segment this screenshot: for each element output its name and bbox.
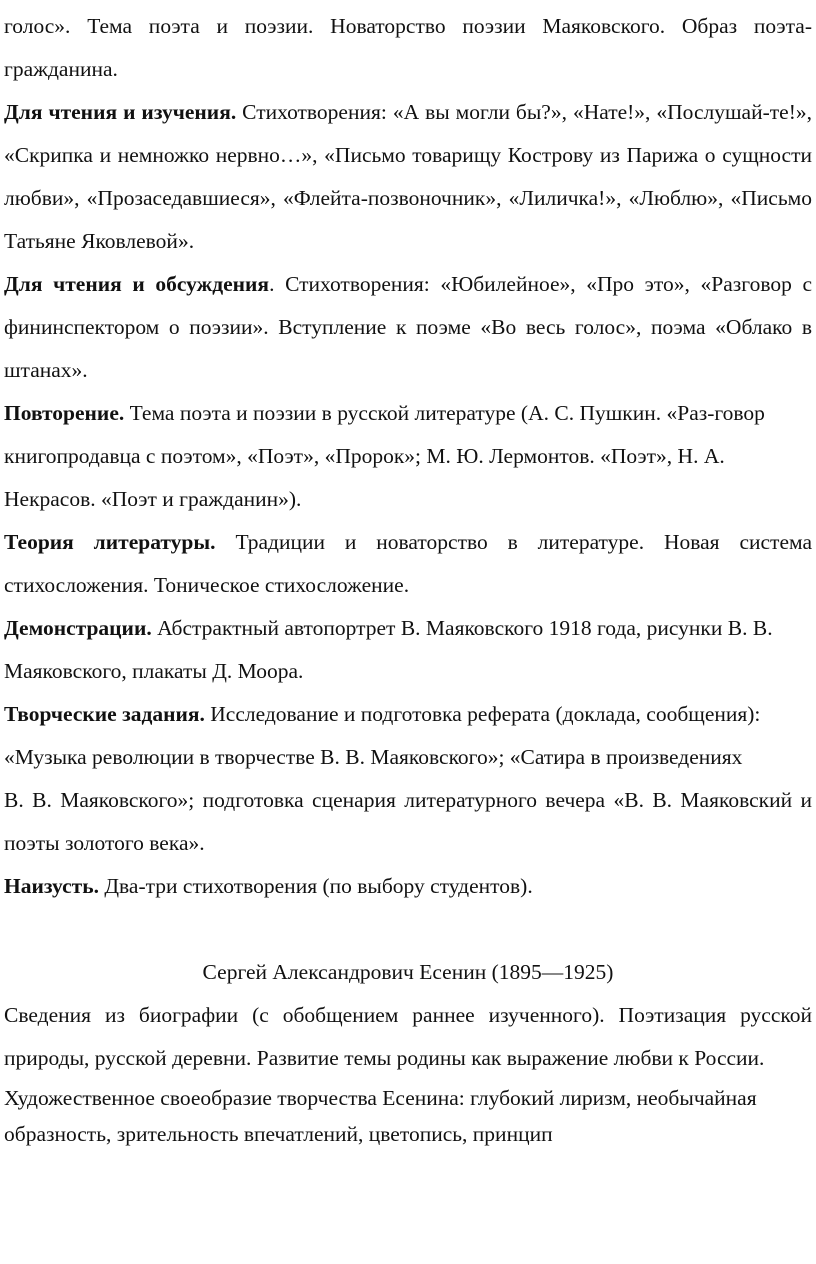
paragraph-lead: Для чтения и обсуждения [4, 272, 270, 296]
paragraph-text: Стихотворения: «А вы могли бы?», «Нате!», «Послушай-те!», «Скрипка и немножко нервно…», «Письмо товарищу Кострову из Парижа о сущности любви», «Прозаседавшиеся», «Флейта-позвоночник», «Лиличка!», «Люблю», «Письмо Татьяне Яковлевой». [4, 100, 812, 253]
paragraph-repetition [4, 392, 812, 521]
section-heading: Сергей Александрович Есенин (1895—1925) [202, 960, 614, 984]
paragraph-task-music: «Музыка революции в творчестве В. В. Маяковского»; «Сатира в произведениях [4, 745, 743, 769]
paragraph-text: Исследование и подготовка реферата (доклада, сообщения): [204, 702, 761, 726]
paragraph-text: . Стихотворения: «Юбилейное», «Про это», «Разговор с фининспектором о поэзии». Вступление к поэме «Во весь голос», поэма «Облако в штанах». [4, 272, 812, 382]
paragraph-lead: Наизусть. [4, 874, 99, 898]
paragraph-text: Абстрактный автопортрет В. Маяковского 1918 года, рисунки В. В. Маяковского, плакаты Д. Моора. [4, 616, 773, 683]
paragraph-demonstrations [4, 607, 812, 693]
paragraph-creative-tasks [4, 693, 812, 736]
paragraph-task-scenario: В. В. Маяковского»; подготовка сценария литературного вечера «В. В. Маяковский и поэты золотого века». [4, 788, 812, 855]
paragraph-artistic-style: Художественное своеобразие творчества Есенина: глубокий лиризм, необычайная образность, зрительность впечатлений, цветопись, принцип [4, 1086, 757, 1146]
paragraph-text: Традиции и новаторство в литературе. Новая система стихосложения. Тоническое стихосложение. [4, 530, 812, 597]
paragraph-lead: Демонстрации. [4, 616, 152, 640]
paragraph-lead: Повторение. [4, 401, 125, 425]
paragraph-reading-study [4, 91, 812, 263]
paragraph-by-heart [4, 865, 812, 908]
spacer [4, 908, 812, 951]
paragraph-lead: Теория литературы. [4, 530, 216, 554]
paragraph-reading-discussion [4, 263, 812, 392]
paragraph-text: Тема поэта и поэзии в русской литературе (А. С. Пушкин. «Раз-говор книгопродавца с поэтом», «Поэт», «Пророк»; М. Ю. Лермонтов. «Поэт», Н. А. Некрасов. «Поэт и гражданин»). [4, 401, 765, 511]
paragraph-text: Два-три стихотворения (по выбору студентов). [99, 874, 533, 898]
paragraph-biography: Сведения из биографии (с обобщением раннее изученного). Поэтизация русской природы, русской деревни. Развитие темы родины как выражение любви к России. [4, 1003, 812, 1070]
paragraph-literary-theory [4, 521, 812, 607]
paragraph-lead: Для чтения и изучения. [4, 100, 237, 124]
paragraph-lead: Творческие задания. [4, 702, 205, 726]
paragraph-intro: голос». Тема поэта и поэзии. Новаторство поэзии Маяковского. Образ поэта-гражданина. [4, 14, 812, 81]
